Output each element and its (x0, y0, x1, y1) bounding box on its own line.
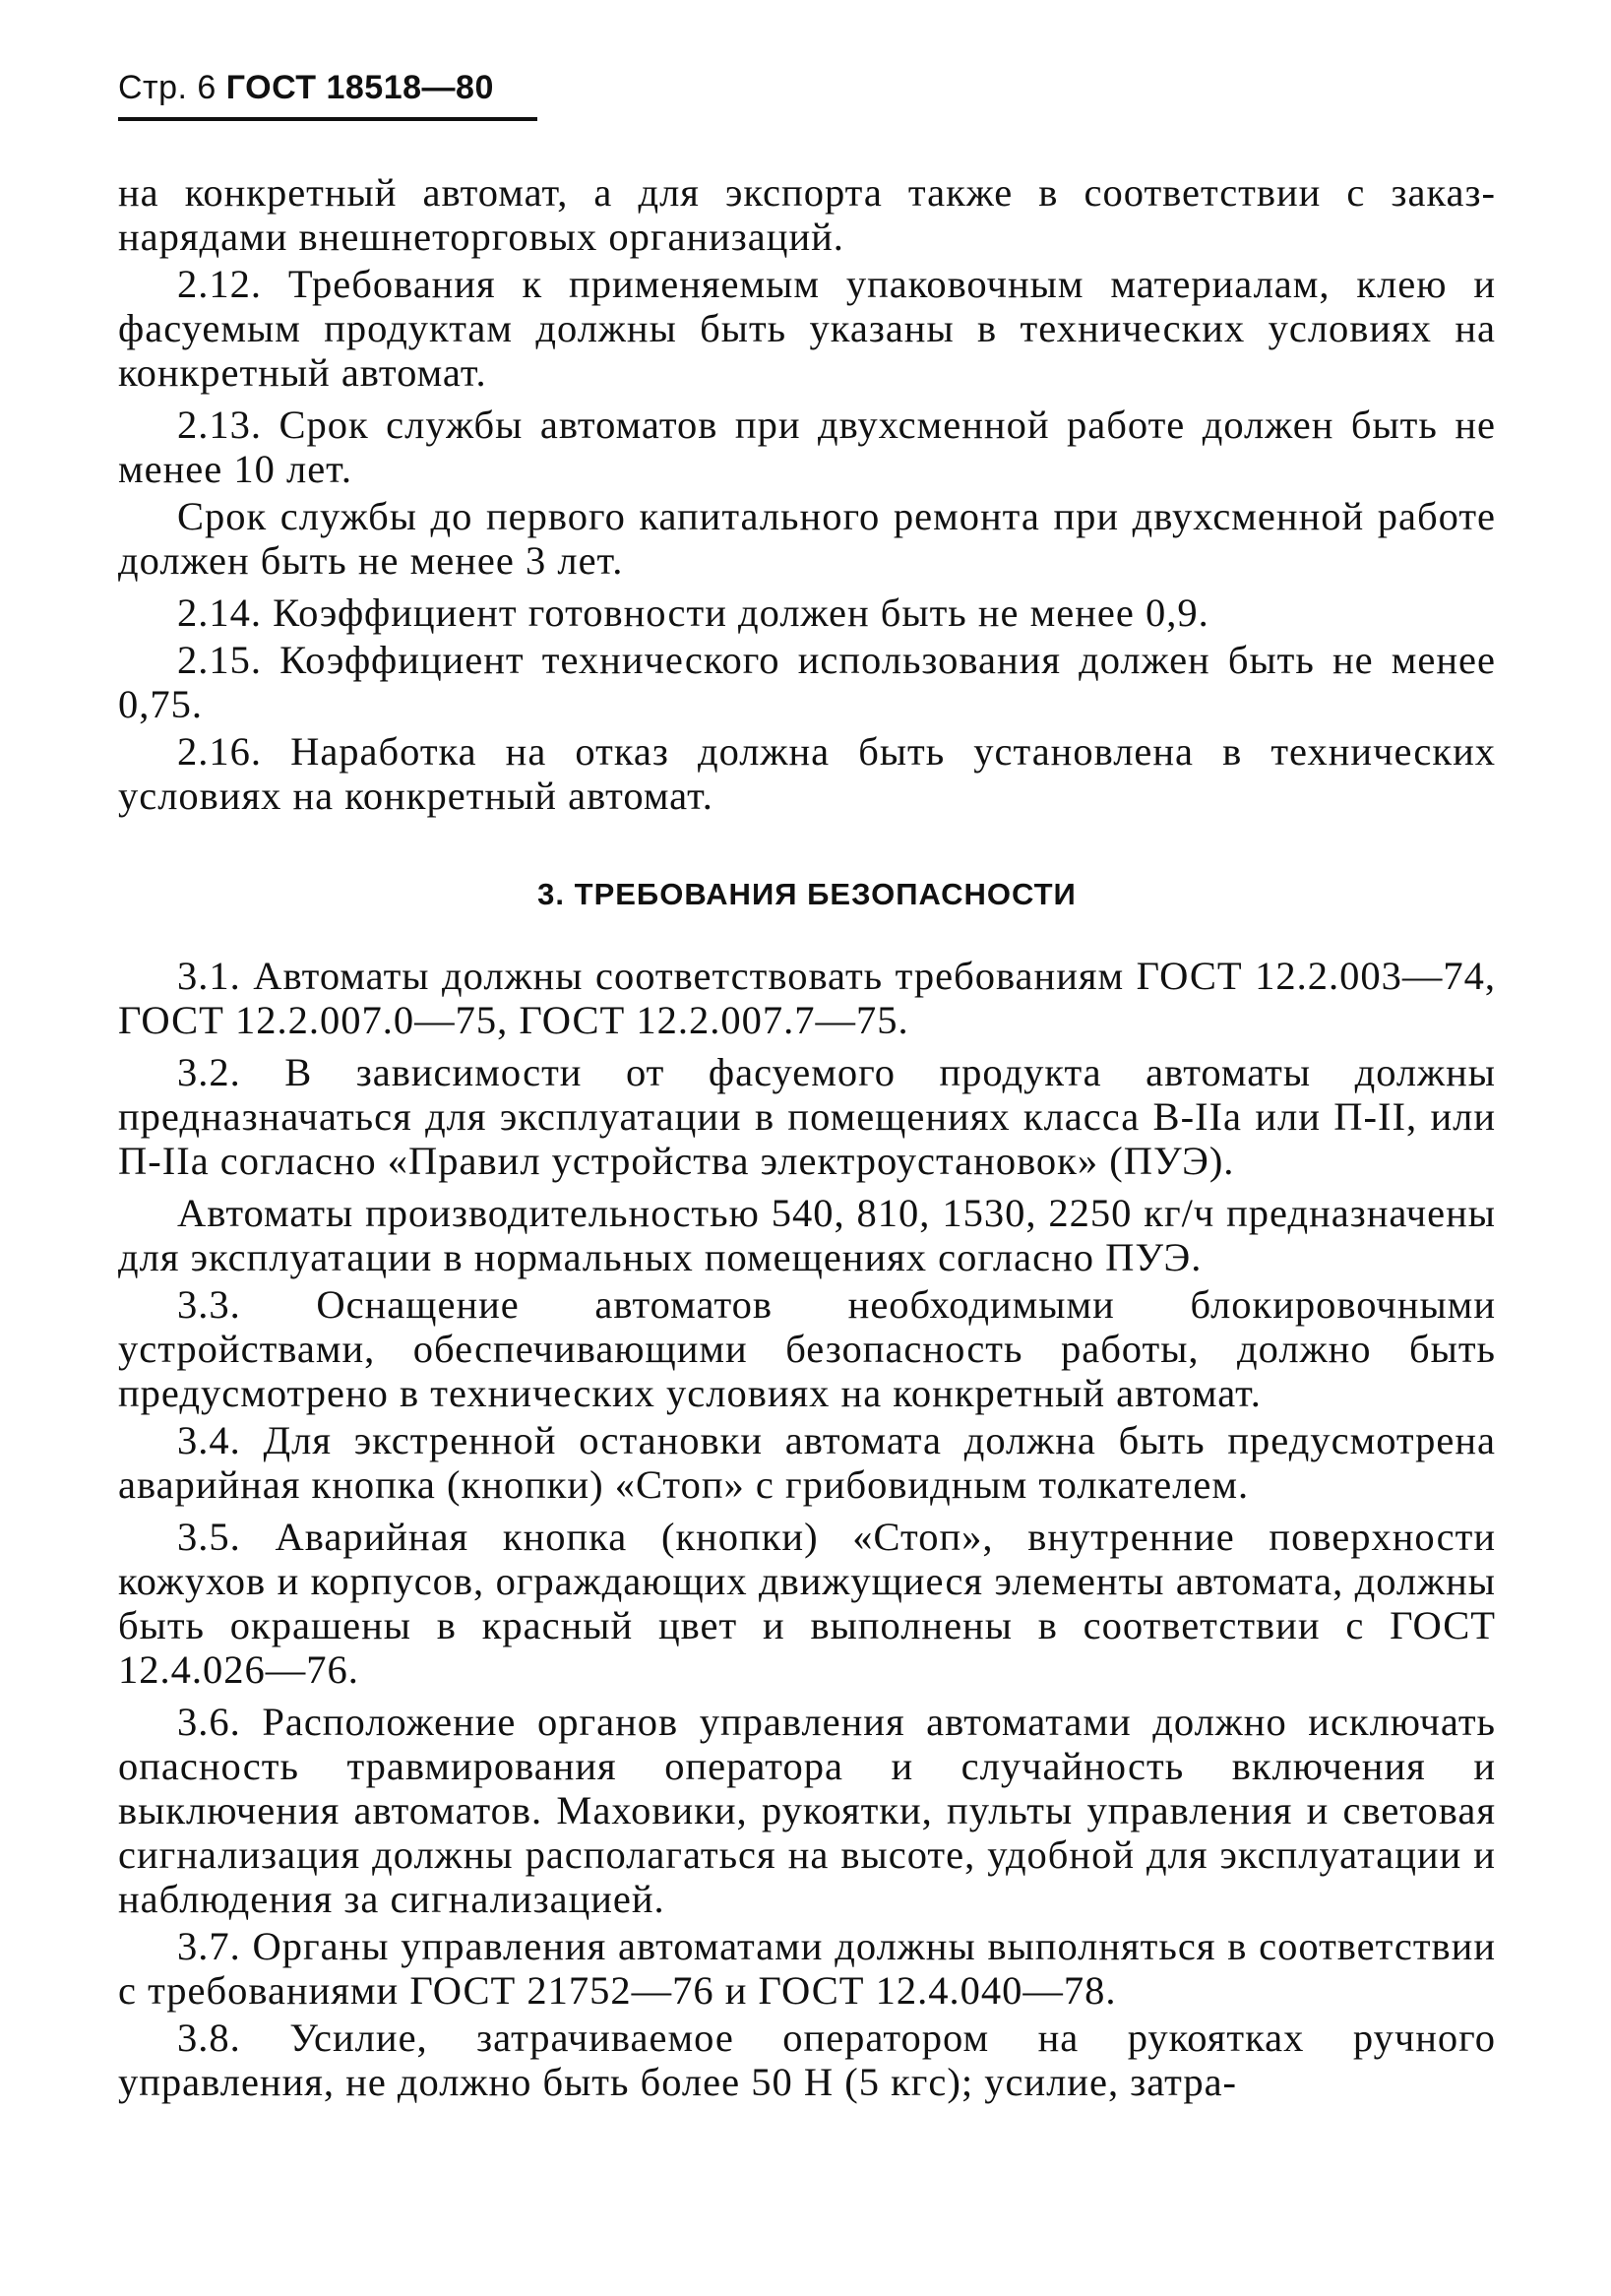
paragraph-2-12: 2.12. Требования к применяемым упаковочным материалам, клею и фасуемым продуктам должны быть указаны в технических условиях на конкретный автомат. (118, 262, 1496, 395)
paragraph-3-2-note: Автоматы производительностью 540, 810, 1530, 2250 кг/ч предназначены для эксплуатации в нормальных помещениях согласно ПУЭ. (118, 1191, 1496, 1279)
paragraph-2-13-note: Срок службы до первого капитального ремонта при двухсменной работе должен быть не менее 3 лет. (118, 494, 1496, 583)
standard-designation: ГОСТ 18518—80 (225, 69, 494, 106)
paragraph-continuation: на конкретный автомат, а для экспорта также в соответствии с заказ-нарядами внешнеторговых организаций. (118, 170, 1496, 259)
paragraph-3-8: 3.8. Усилие, затрачиваемое оператором на рукоятках ручного управления, не должно быть более 50 Н (5 кгс); усилие, затра- (118, 2016, 1496, 2104)
page-number: Стр. 6 (118, 69, 217, 106)
paragraph-3-2: 3.2. В зависимости от фасуемого продукта автоматы должны предназначаться для эксплуатации в помещениях класса В-IIа или П-II, или П-IIа согласно «Правил устройства электроустановок» (ПУЭ). (118, 1050, 1496, 1183)
paragraph-2-13: 2.13. Срок службы автоматов при двухсменной работе должен быть не менее 10 лет. (118, 403, 1496, 491)
page-header (118, 69, 537, 121)
paragraph-2-16: 2.16. Наработка на отказ должна быть установлена в технических условиях на конкретный автомат. (118, 729, 1496, 818)
document-body (118, 170, 1496, 2104)
paragraph-3-4: 3.4. Для экстренной остановки автомата должна быть предусмотрена аварийная кнопка (кнопки) «Стоп» с грибовидным толкателем. (118, 1418, 1496, 1507)
document-page (118, 69, 1496, 2107)
paragraph-3-6: 3.6. Расположение органов управления автоматами должно исключать опасность травмирования оператора и случайность включения и выключения автоматов. Маховики, рукоятки, пульты управления и световая сигнализация должны располагаться на высоте, удобной для эксплуатации и наблюдения за сигнализацией. (118, 1700, 1496, 1921)
paragraph-3-5: 3.5. Аварийная кнопка (кнопки) «Стоп», внутренние поверхности кожухов и корпусов, ограждающих движущиеся элементы автомата, должны быть окрашены в красный цвет и выполнены в соответствии с ГОСТ 12.4.026—76. (118, 1515, 1496, 1692)
paragraph-2-14: 2.14. Коэффициент готовности должен быть не менее 0,9. (177, 590, 1209, 635)
section-title: 3. ТРЕБОВАНИЯ БЕЗОПАСНОСТИ (537, 877, 1077, 911)
paragraph-3-3: 3.3. Оснащение автоматов необходимыми блокировочными устройствами, обеспечивающими безопасность работы, должно быть предусмотрено в технических условиях на конкретный автомат. (118, 1282, 1496, 1415)
paragraph-2-15: 2.15. Коэффициент технического использования должен быть не менее 0,75. (118, 638, 1496, 726)
paragraph-3-7: 3.7. Органы управления автоматами должны выполняться в соответствии с требованиями ГОСТ 21752—76 и ГОСТ 12.4.040—78. (118, 1924, 1496, 2013)
paragraph-3-1: 3.1. Автоматы должны соответствовать требованиям ГОСТ 12.2.003—74, ГОСТ 12.2.007.0—75, ГОСТ 12.2.007.7—75. (118, 954, 1496, 1042)
